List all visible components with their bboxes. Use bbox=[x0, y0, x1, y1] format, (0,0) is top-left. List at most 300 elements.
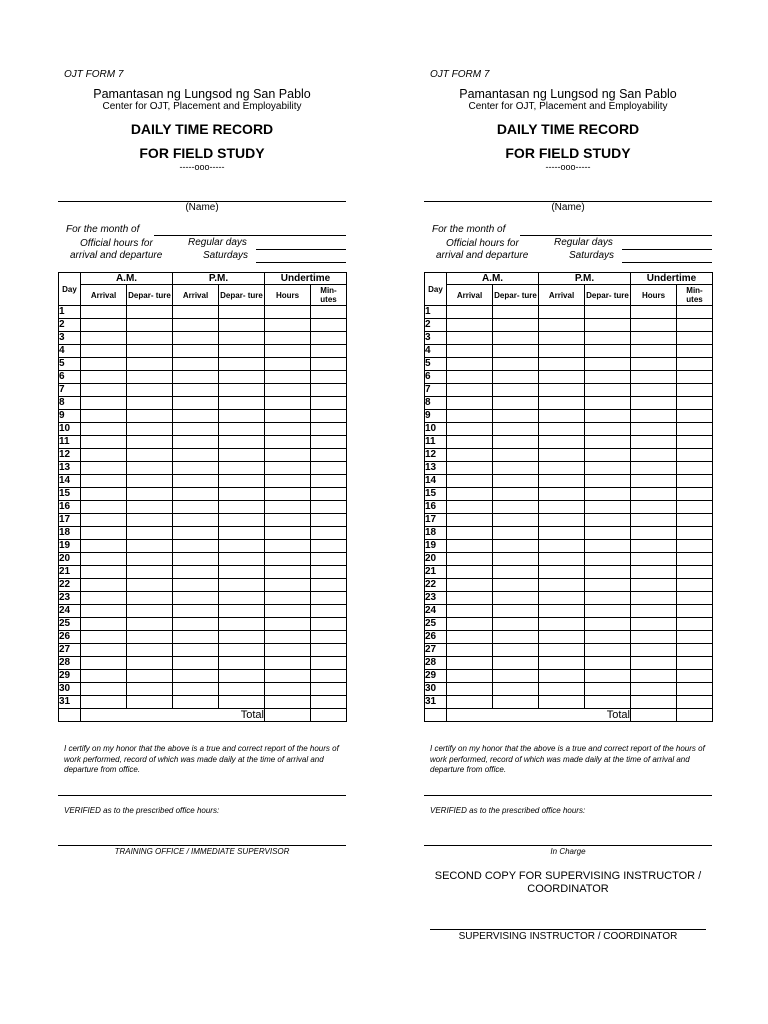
time-cell[interactable] bbox=[631, 462, 677, 475]
time-cell[interactable] bbox=[539, 319, 585, 332]
total-minutes-cell[interactable] bbox=[311, 709, 347, 722]
time-cell[interactable] bbox=[219, 358, 265, 371]
time-cell[interactable] bbox=[447, 540, 493, 553]
time-cell[interactable] bbox=[631, 696, 677, 709]
time-cell[interactable] bbox=[127, 384, 173, 397]
time-cell[interactable] bbox=[173, 605, 219, 618]
time-cell[interactable] bbox=[585, 488, 631, 501]
time-cell[interactable] bbox=[447, 488, 493, 501]
time-cell[interactable] bbox=[631, 605, 677, 618]
time-cell[interactable] bbox=[539, 436, 585, 449]
time-cell[interactable] bbox=[539, 345, 585, 358]
time-cell[interactable] bbox=[173, 631, 219, 644]
time-cell[interactable] bbox=[631, 527, 677, 540]
time-cell[interactable] bbox=[127, 436, 173, 449]
time-cell[interactable] bbox=[173, 644, 219, 657]
time-cell[interactable] bbox=[585, 566, 631, 579]
time-cell[interactable] bbox=[539, 384, 585, 397]
time-cell[interactable] bbox=[127, 696, 173, 709]
time-cell[interactable] bbox=[219, 332, 265, 345]
time-cell[interactable] bbox=[631, 592, 677, 605]
time-cell[interactable] bbox=[81, 410, 127, 423]
time-cell[interactable] bbox=[173, 384, 219, 397]
time-cell[interactable] bbox=[585, 527, 631, 540]
time-cell[interactable] bbox=[493, 306, 539, 319]
time-cell[interactable] bbox=[677, 657, 713, 670]
time-cell[interactable] bbox=[219, 605, 265, 618]
time-cell[interactable] bbox=[585, 384, 631, 397]
time-cell[interactable] bbox=[493, 696, 539, 709]
time-cell[interactable] bbox=[173, 579, 219, 592]
time-cell[interactable] bbox=[173, 332, 219, 345]
time-cell[interactable] bbox=[447, 670, 493, 683]
time-cell[interactable] bbox=[447, 566, 493, 579]
time-cell[interactable] bbox=[677, 488, 713, 501]
time-cell[interactable] bbox=[493, 592, 539, 605]
time-cell[interactable] bbox=[219, 384, 265, 397]
time-cell[interactable] bbox=[265, 423, 311, 436]
time-cell[interactable] bbox=[81, 670, 127, 683]
time-cell[interactable] bbox=[219, 579, 265, 592]
time-cell[interactable] bbox=[81, 449, 127, 462]
time-cell[interactable] bbox=[677, 592, 713, 605]
time-cell[interactable] bbox=[539, 462, 585, 475]
time-cell[interactable] bbox=[677, 358, 713, 371]
saturdays-field[interactable] bbox=[622, 262, 712, 263]
time-cell[interactable] bbox=[585, 462, 631, 475]
time-cell[interactable] bbox=[631, 566, 677, 579]
time-cell[interactable] bbox=[493, 397, 539, 410]
time-cell[interactable] bbox=[219, 527, 265, 540]
time-cell[interactable] bbox=[493, 501, 539, 514]
time-cell[interactable] bbox=[539, 527, 585, 540]
time-cell[interactable] bbox=[81, 475, 127, 488]
time-cell[interactable] bbox=[585, 657, 631, 670]
time-cell[interactable] bbox=[127, 657, 173, 670]
time-cell[interactable] bbox=[127, 332, 173, 345]
time-cell[interactable] bbox=[631, 423, 677, 436]
time-cell[interactable] bbox=[173, 566, 219, 579]
time-cell[interactable] bbox=[585, 553, 631, 566]
time-cell[interactable] bbox=[631, 358, 677, 371]
time-cell[interactable] bbox=[585, 332, 631, 345]
time-cell[interactable] bbox=[585, 410, 631, 423]
time-cell[interactable] bbox=[127, 527, 173, 540]
time-cell[interactable] bbox=[173, 553, 219, 566]
time-cell[interactable] bbox=[219, 566, 265, 579]
time-cell[interactable] bbox=[127, 319, 173, 332]
month-field[interactable] bbox=[520, 235, 712, 236]
time-cell[interactable] bbox=[81, 462, 127, 475]
time-cell[interactable] bbox=[311, 657, 347, 670]
time-cell[interactable] bbox=[677, 631, 713, 644]
time-cell[interactable] bbox=[173, 696, 219, 709]
time-cell[interactable] bbox=[219, 410, 265, 423]
time-cell[interactable] bbox=[585, 579, 631, 592]
time-cell[interactable] bbox=[585, 371, 631, 384]
time-cell[interactable] bbox=[585, 696, 631, 709]
time-cell[interactable] bbox=[631, 540, 677, 553]
time-cell[interactable] bbox=[127, 410, 173, 423]
time-cell[interactable] bbox=[493, 553, 539, 566]
time-cell[interactable] bbox=[265, 605, 311, 618]
time-cell[interactable] bbox=[631, 644, 677, 657]
time-cell[interactable] bbox=[81, 592, 127, 605]
time-cell[interactable] bbox=[631, 501, 677, 514]
time-cell[interactable] bbox=[493, 436, 539, 449]
time-cell[interactable] bbox=[265, 332, 311, 345]
time-cell[interactable] bbox=[219, 306, 265, 319]
time-cell[interactable] bbox=[493, 332, 539, 345]
in-charge-signature-line[interactable] bbox=[424, 845, 712, 846]
saturdays-field[interactable] bbox=[256, 262, 346, 263]
time-cell[interactable] bbox=[677, 475, 713, 488]
time-cell[interactable] bbox=[81, 683, 127, 696]
supervisor-signature-line[interactable] bbox=[58, 845, 346, 846]
time-cell[interactable] bbox=[219, 631, 265, 644]
time-cell[interactable] bbox=[677, 306, 713, 319]
time-cell[interactable] bbox=[265, 592, 311, 605]
time-cell[interactable] bbox=[631, 397, 677, 410]
time-cell[interactable] bbox=[219, 436, 265, 449]
time-cell[interactable] bbox=[493, 488, 539, 501]
time-cell[interactable] bbox=[311, 436, 347, 449]
time-cell[interactable] bbox=[677, 605, 713, 618]
time-cell[interactable] bbox=[539, 371, 585, 384]
time-cell[interactable] bbox=[677, 423, 713, 436]
time-cell[interactable] bbox=[81, 306, 127, 319]
time-cell[interactable] bbox=[539, 579, 585, 592]
time-cell[interactable] bbox=[677, 397, 713, 410]
time-cell[interactable] bbox=[173, 475, 219, 488]
time-cell[interactable] bbox=[539, 644, 585, 657]
time-cell[interactable] bbox=[173, 306, 219, 319]
time-cell[interactable] bbox=[173, 514, 219, 527]
time-cell[interactable] bbox=[585, 345, 631, 358]
time-cell[interactable] bbox=[265, 462, 311, 475]
time-cell[interactable] bbox=[677, 566, 713, 579]
time-cell[interactable] bbox=[311, 566, 347, 579]
time-cell[interactable] bbox=[311, 670, 347, 683]
time-cell[interactable] bbox=[677, 410, 713, 423]
time-cell[interactable] bbox=[265, 644, 311, 657]
time-cell[interactable] bbox=[127, 540, 173, 553]
time-cell[interactable] bbox=[265, 553, 311, 566]
time-cell[interactable] bbox=[173, 683, 219, 696]
time-cell[interactable] bbox=[631, 475, 677, 488]
time-cell[interactable] bbox=[81, 501, 127, 514]
time-cell[interactable] bbox=[585, 475, 631, 488]
time-cell[interactable] bbox=[265, 488, 311, 501]
time-cell[interactable] bbox=[265, 449, 311, 462]
time-cell[interactable] bbox=[539, 514, 585, 527]
time-cell[interactable] bbox=[219, 644, 265, 657]
time-cell[interactable] bbox=[311, 514, 347, 527]
time-cell[interactable] bbox=[539, 423, 585, 436]
time-cell[interactable] bbox=[447, 527, 493, 540]
time-cell[interactable] bbox=[265, 371, 311, 384]
time-cell[interactable] bbox=[539, 553, 585, 566]
time-cell[interactable] bbox=[585, 514, 631, 527]
time-cell[interactable] bbox=[493, 514, 539, 527]
total-hours-cell[interactable] bbox=[265, 709, 311, 722]
time-cell[interactable] bbox=[631, 514, 677, 527]
time-cell[interactable] bbox=[265, 631, 311, 644]
time-cell[interactable] bbox=[631, 670, 677, 683]
time-cell[interactable] bbox=[493, 371, 539, 384]
time-cell[interactable] bbox=[219, 475, 265, 488]
time-cell[interactable] bbox=[447, 683, 493, 696]
time-cell[interactable] bbox=[219, 319, 265, 332]
time-cell[interactable] bbox=[677, 462, 713, 475]
time-cell[interactable] bbox=[81, 514, 127, 527]
time-cell[interactable] bbox=[127, 423, 173, 436]
time-cell[interactable] bbox=[539, 618, 585, 631]
time-cell[interactable] bbox=[127, 553, 173, 566]
time-cell[interactable] bbox=[173, 397, 219, 410]
time-cell[interactable] bbox=[81, 423, 127, 436]
time-cell[interactable] bbox=[493, 605, 539, 618]
time-cell[interactable] bbox=[677, 670, 713, 683]
time-cell[interactable] bbox=[677, 449, 713, 462]
time-cell[interactable] bbox=[493, 618, 539, 631]
time-cell[interactable] bbox=[585, 319, 631, 332]
time-cell[interactable] bbox=[447, 644, 493, 657]
time-cell[interactable] bbox=[219, 540, 265, 553]
time-cell[interactable] bbox=[539, 540, 585, 553]
time-cell[interactable] bbox=[81, 605, 127, 618]
time-cell[interactable] bbox=[447, 475, 493, 488]
time-cell[interactable] bbox=[127, 306, 173, 319]
time-cell[interactable] bbox=[311, 644, 347, 657]
time-cell[interactable] bbox=[265, 579, 311, 592]
time-cell[interactable] bbox=[539, 475, 585, 488]
time-cell[interactable] bbox=[631, 384, 677, 397]
time-cell[interactable] bbox=[265, 501, 311, 514]
time-cell[interactable] bbox=[81, 540, 127, 553]
time-cell[interactable] bbox=[447, 631, 493, 644]
time-cell[interactable] bbox=[173, 449, 219, 462]
time-cell[interactable] bbox=[493, 566, 539, 579]
time-cell[interactable] bbox=[447, 436, 493, 449]
time-cell[interactable] bbox=[677, 644, 713, 657]
time-cell[interactable] bbox=[493, 657, 539, 670]
time-cell[interactable] bbox=[493, 423, 539, 436]
time-cell[interactable] bbox=[81, 332, 127, 345]
time-cell[interactable] bbox=[219, 423, 265, 436]
time-cell[interactable] bbox=[127, 345, 173, 358]
time-cell[interactable] bbox=[127, 683, 173, 696]
time-cell[interactable] bbox=[265, 670, 311, 683]
time-cell[interactable] bbox=[265, 306, 311, 319]
time-cell[interactable] bbox=[585, 618, 631, 631]
time-cell[interactable] bbox=[81, 657, 127, 670]
time-cell[interactable] bbox=[585, 306, 631, 319]
time-cell[interactable] bbox=[539, 488, 585, 501]
time-cell[interactable] bbox=[219, 657, 265, 670]
time-cell[interactable] bbox=[219, 553, 265, 566]
time-cell[interactable] bbox=[493, 462, 539, 475]
time-cell[interactable] bbox=[677, 683, 713, 696]
time-cell[interactable] bbox=[539, 683, 585, 696]
time-cell[interactable] bbox=[539, 358, 585, 371]
time-cell[interactable] bbox=[81, 358, 127, 371]
month-field[interactable] bbox=[154, 235, 346, 236]
time-cell[interactable] bbox=[677, 319, 713, 332]
time-cell[interactable] bbox=[311, 306, 347, 319]
time-cell[interactable] bbox=[173, 371, 219, 384]
time-cell[interactable] bbox=[81, 397, 127, 410]
time-cell[interactable] bbox=[493, 358, 539, 371]
time-cell[interactable] bbox=[631, 306, 677, 319]
time-cell[interactable] bbox=[447, 696, 493, 709]
time-cell[interactable] bbox=[585, 605, 631, 618]
time-cell[interactable] bbox=[677, 696, 713, 709]
time-cell[interactable] bbox=[631, 345, 677, 358]
time-cell[interactable] bbox=[311, 592, 347, 605]
time-cell[interactable] bbox=[631, 683, 677, 696]
regular-days-field[interactable] bbox=[256, 249, 346, 250]
time-cell[interactable] bbox=[311, 371, 347, 384]
time-cell[interactable] bbox=[539, 670, 585, 683]
time-cell[interactable] bbox=[493, 579, 539, 592]
time-cell[interactable] bbox=[539, 501, 585, 514]
time-cell[interactable] bbox=[447, 657, 493, 670]
time-cell[interactable] bbox=[173, 540, 219, 553]
time-cell[interactable] bbox=[311, 527, 347, 540]
time-cell[interactable] bbox=[311, 501, 347, 514]
time-cell[interactable] bbox=[631, 618, 677, 631]
time-cell[interactable] bbox=[219, 592, 265, 605]
time-cell[interactable] bbox=[447, 579, 493, 592]
time-cell[interactable] bbox=[447, 332, 493, 345]
time-cell[interactable] bbox=[81, 319, 127, 332]
time-cell[interactable] bbox=[677, 514, 713, 527]
time-cell[interactable] bbox=[81, 488, 127, 501]
time-cell[interactable] bbox=[585, 540, 631, 553]
time-cell[interactable] bbox=[127, 501, 173, 514]
time-cell[interactable] bbox=[447, 397, 493, 410]
time-cell[interactable] bbox=[311, 683, 347, 696]
time-cell[interactable] bbox=[539, 397, 585, 410]
time-cell[interactable] bbox=[81, 579, 127, 592]
time-cell[interactable] bbox=[173, 592, 219, 605]
time-cell[interactable] bbox=[265, 683, 311, 696]
time-cell[interactable] bbox=[631, 410, 677, 423]
time-cell[interactable] bbox=[127, 605, 173, 618]
time-cell[interactable] bbox=[493, 683, 539, 696]
time-cell[interactable] bbox=[127, 462, 173, 475]
time-cell[interactable] bbox=[311, 410, 347, 423]
time-cell[interactable] bbox=[81, 345, 127, 358]
time-cell[interactable] bbox=[265, 358, 311, 371]
time-cell[interactable] bbox=[173, 358, 219, 371]
time-cell[interactable] bbox=[677, 540, 713, 553]
time-cell[interactable] bbox=[447, 306, 493, 319]
time-cell[interactable] bbox=[493, 631, 539, 644]
time-cell[interactable] bbox=[585, 397, 631, 410]
time-cell[interactable] bbox=[81, 566, 127, 579]
time-cell[interactable] bbox=[311, 618, 347, 631]
time-cell[interactable] bbox=[447, 449, 493, 462]
time-cell[interactable] bbox=[81, 371, 127, 384]
time-cell[interactable] bbox=[539, 566, 585, 579]
time-cell[interactable] bbox=[311, 540, 347, 553]
time-cell[interactable] bbox=[173, 618, 219, 631]
time-cell[interactable] bbox=[173, 670, 219, 683]
time-cell[interactable] bbox=[265, 345, 311, 358]
time-cell[interactable] bbox=[539, 631, 585, 644]
time-cell[interactable] bbox=[677, 371, 713, 384]
time-cell[interactable] bbox=[677, 501, 713, 514]
time-cell[interactable] bbox=[127, 397, 173, 410]
time-cell[interactable] bbox=[219, 696, 265, 709]
time-cell[interactable] bbox=[631, 657, 677, 670]
time-cell[interactable] bbox=[447, 592, 493, 605]
time-cell[interactable] bbox=[219, 462, 265, 475]
time-cell[interactable] bbox=[173, 423, 219, 436]
time-cell[interactable] bbox=[173, 501, 219, 514]
time-cell[interactable] bbox=[585, 358, 631, 371]
time-cell[interactable] bbox=[447, 514, 493, 527]
time-cell[interactable] bbox=[585, 670, 631, 683]
time-cell[interactable] bbox=[585, 592, 631, 605]
time-cell[interactable] bbox=[311, 358, 347, 371]
time-cell[interactable] bbox=[311, 345, 347, 358]
time-cell[interactable] bbox=[173, 488, 219, 501]
time-cell[interactable] bbox=[265, 657, 311, 670]
time-cell[interactable] bbox=[81, 618, 127, 631]
time-cell[interactable] bbox=[219, 488, 265, 501]
time-cell[interactable] bbox=[219, 449, 265, 462]
time-cell[interactable] bbox=[631, 631, 677, 644]
time-cell[interactable] bbox=[219, 683, 265, 696]
time-cell[interactable] bbox=[493, 540, 539, 553]
time-cell[interactable] bbox=[585, 644, 631, 657]
time-cell[interactable] bbox=[539, 332, 585, 345]
coordinator-signature-line[interactable] bbox=[430, 929, 706, 930]
time-cell[interactable] bbox=[311, 475, 347, 488]
time-cell[interactable] bbox=[219, 501, 265, 514]
time-cell[interactable] bbox=[447, 371, 493, 384]
total-hours-cell[interactable] bbox=[631, 709, 677, 722]
time-cell[interactable] bbox=[127, 592, 173, 605]
time-cell[interactable] bbox=[219, 618, 265, 631]
time-cell[interactable] bbox=[447, 345, 493, 358]
time-cell[interactable] bbox=[311, 605, 347, 618]
time-cell[interactable] bbox=[631, 449, 677, 462]
time-cell[interactable] bbox=[493, 527, 539, 540]
time-cell[interactable] bbox=[631, 579, 677, 592]
time-cell[interactable] bbox=[585, 631, 631, 644]
time-cell[interactable] bbox=[311, 384, 347, 397]
time-cell[interactable] bbox=[265, 410, 311, 423]
time-cell[interactable] bbox=[265, 618, 311, 631]
time-cell[interactable] bbox=[311, 423, 347, 436]
time-cell[interactable] bbox=[631, 332, 677, 345]
time-cell[interactable] bbox=[493, 345, 539, 358]
time-cell[interactable] bbox=[631, 488, 677, 501]
time-cell[interactable] bbox=[127, 371, 173, 384]
time-cell[interactable] bbox=[81, 644, 127, 657]
time-cell[interactable] bbox=[631, 371, 677, 384]
time-cell[interactable] bbox=[539, 410, 585, 423]
time-cell[interactable] bbox=[311, 449, 347, 462]
time-cell[interactable] bbox=[173, 319, 219, 332]
time-cell[interactable] bbox=[539, 657, 585, 670]
time-cell[interactable] bbox=[677, 553, 713, 566]
time-cell[interactable] bbox=[493, 449, 539, 462]
